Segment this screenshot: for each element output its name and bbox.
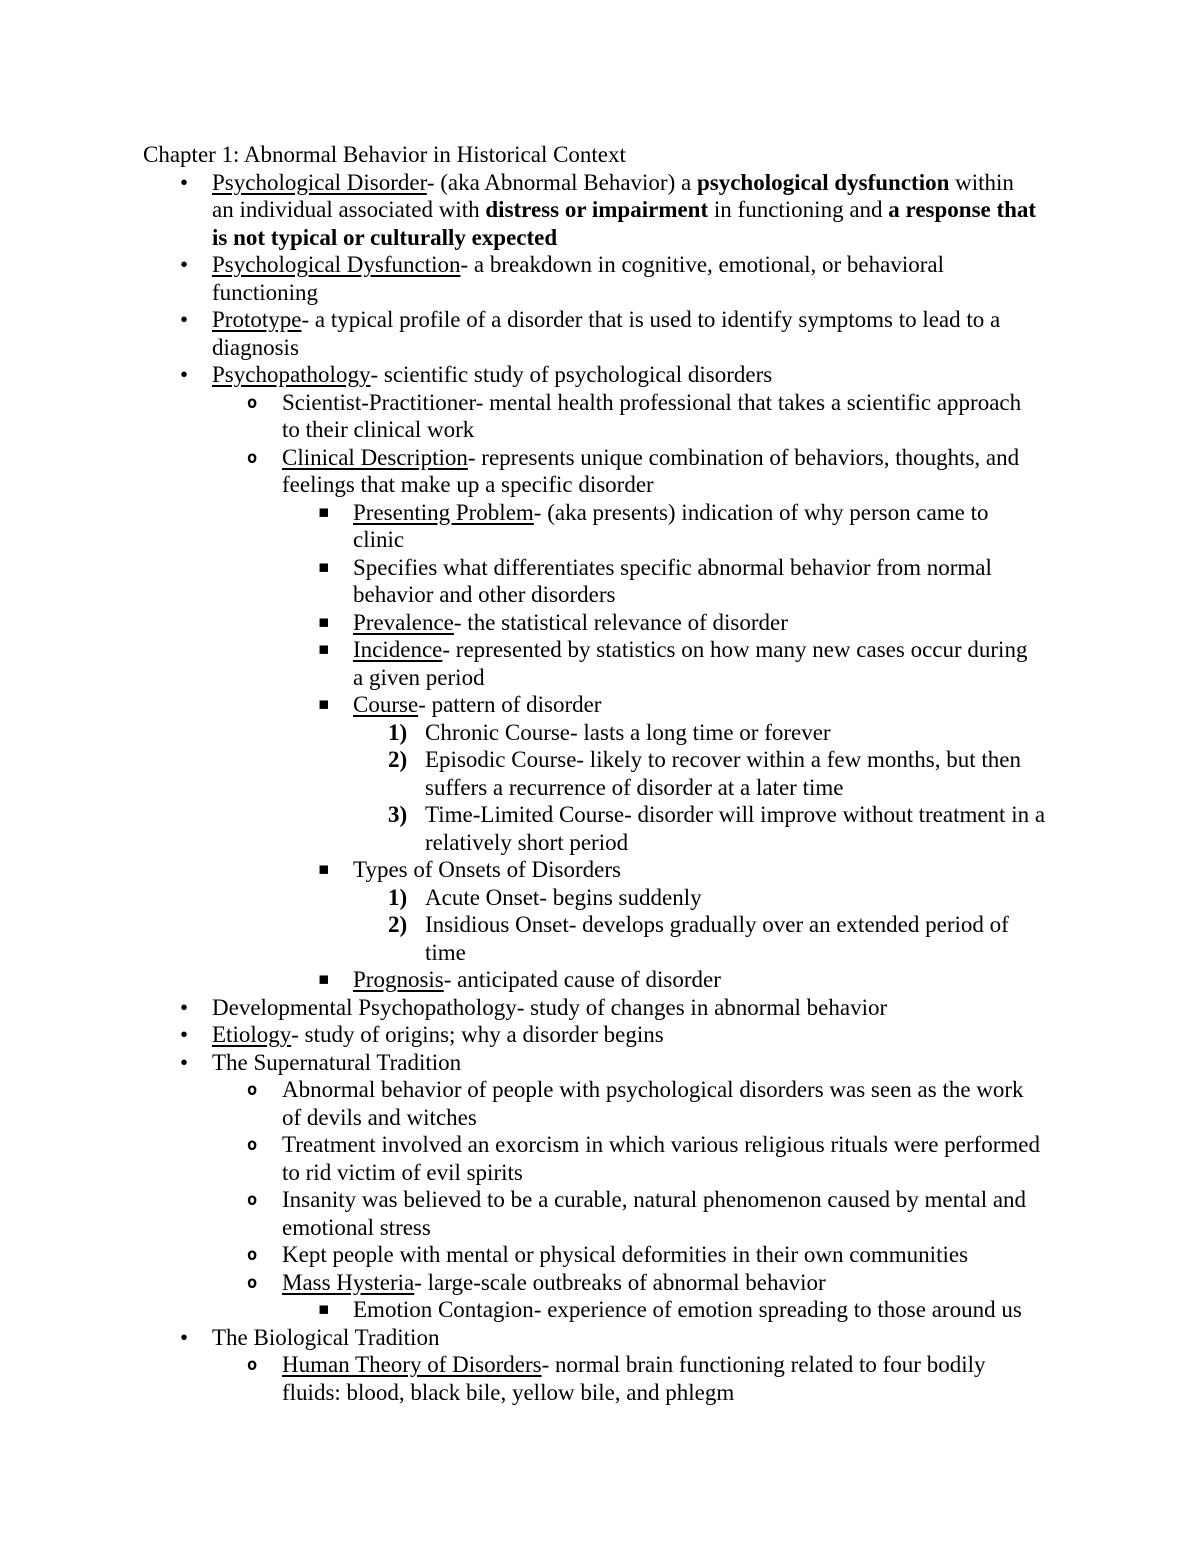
list-item <box>0 389 1200 444</box>
text-run: - (aka Abnormal Behavior) a <box>426 169 697 195</box>
number-label: 2) <box>388 747 408 772</box>
text-run: Treatment involved an exorcism in which various religious rituals were performed <box>282 1132 1040 1157</box>
text-line <box>212 251 1200 279</box>
list-item <box>0 1296 1200 1324</box>
list-item <box>0 169 1200 252</box>
text-run: time <box>425 939 466 965</box>
text-line <box>212 334 1200 362</box>
text-run: Psychological Disorder <box>212 169 427 195</box>
list-item <box>0 746 1200 801</box>
text-run: within <box>949 169 1014 195</box>
text-line <box>353 581 1200 609</box>
list-item <box>0 1021 1200 1049</box>
text-line <box>282 1186 1200 1214</box>
text-line <box>353 636 1200 664</box>
text-line <box>282 1351 1200 1379</box>
disc-bullet-icon: • <box>180 1049 189 1075</box>
circle-bullet-icon: o <box>247 392 258 413</box>
text-line <box>282 416 1200 444</box>
text-run: to their clinical work <box>282 417 475 442</box>
text-run: Human Theory of Disorders <box>282 1352 542 1377</box>
text-run: Incidence <box>353 637 443 662</box>
number-label: 1) <box>388 719 408 745</box>
circle-bullet-icon: o <box>247 1245 258 1265</box>
list-item <box>0 609 1200 637</box>
text-run: relatively short period <box>425 829 629 855</box>
text-line <box>353 856 1200 884</box>
text-run: Psychopathology <box>212 362 371 387</box>
text-line <box>282 1159 1200 1187</box>
text-run: - study of origins; why a disorder begins <box>291 1022 664 1047</box>
text-line <box>353 499 1200 527</box>
text-run: Presenting Problem <box>353 499 534 525</box>
text-line <box>425 719 1200 747</box>
text-run: Specifies what differentiates specific abnormal behavior from normal <box>353 554 992 580</box>
text-run: clinic <box>353 527 405 552</box>
disc-bullet-icon: • <box>180 252 189 277</box>
text-run: Time-Limited Course- disorder will improve without treatment in a <box>425 802 1046 827</box>
square-bullet-icon: ▪ <box>318 639 330 659</box>
document-body <box>0 141 1200 1406</box>
disc-bullet-icon: • <box>180 1022 189 1047</box>
text-run: fluids: blood, black bile, yellow bile, and phlegm <box>282 1379 735 1405</box>
list-item <box>0 361 1200 389</box>
text-run: Emotion Contagion- experience of emotion spreading to those around us <box>353 1297 1022 1322</box>
square-bullet-icon: ▪ <box>318 1299 330 1319</box>
text-line <box>282 1379 1200 1407</box>
text-line <box>353 526 1200 554</box>
list-item <box>0 251 1200 306</box>
text-run: suffers a recurrence of disorder at a later time <box>425 774 844 800</box>
text-run: emotional stress <box>282 1214 431 1240</box>
list-item <box>0 856 1200 884</box>
list-item <box>0 994 1200 1022</box>
circle-bullet-icon: o <box>247 1190 258 1210</box>
text-line <box>425 884 1200 912</box>
list-item <box>0 1186 1200 1241</box>
text-line <box>353 966 1200 994</box>
text-run: Insidious Onset- develops gradually over an extended period of <box>425 912 1009 937</box>
text-run: Abnormal behavior of people with psychological disorders was seen as the work <box>282 1077 1024 1102</box>
list-item <box>0 884 1200 912</box>
text-line <box>212 1049 1200 1077</box>
text-run: - pattern of disorder <box>418 692 602 717</box>
text-run: - scientific study of psychological disorders <box>370 362 773 387</box>
text-run: Course <box>353 692 419 717</box>
text-line <box>282 1076 1200 1104</box>
list-item <box>0 1269 1200 1297</box>
text-run: The Supernatural Tradition <box>212 1049 462 1075</box>
list-item <box>0 444 1200 499</box>
text-run: Insanity was believed to be a curable, natural phenomenon caused by mental and <box>282 1187 1027 1212</box>
square-bullet-icon: ▪ <box>318 556 330 577</box>
text-line <box>212 994 1200 1022</box>
text-run: Prognosis <box>353 967 444 992</box>
text-run: Chronic Course- lasts a long time or forever <box>425 719 831 745</box>
number-label: 1) <box>388 884 408 910</box>
text-run: distress or impairment <box>485 197 709 222</box>
text-run: - anticipated cause of disorder <box>443 967 721 992</box>
list-item <box>0 691 1200 719</box>
text-run: - represented by statistics on how many new cases occur during <box>442 637 1028 662</box>
list-item <box>0 801 1200 856</box>
list-item <box>0 306 1200 361</box>
list-item <box>0 719 1200 747</box>
text-run: - normal brain functioning related to four bodily <box>541 1352 986 1377</box>
text-line <box>353 691 1200 719</box>
text-line <box>353 1296 1200 1324</box>
text-line <box>282 389 1200 417</box>
text-line <box>425 774 1200 802</box>
text-line <box>212 196 1200 224</box>
text-run: Prevalence <box>353 609 454 635</box>
text-run: a given period <box>353 664 485 690</box>
square-bullet-icon: ▪ <box>318 969 330 989</box>
text-line <box>425 801 1200 829</box>
disc-bullet-icon: • <box>180 169 189 195</box>
list-item <box>0 1324 1200 1352</box>
text-run: - a breakdown in cognitive, emotional, or behavioral <box>460 252 944 277</box>
text-line <box>282 1131 1200 1159</box>
list-item <box>0 911 1200 966</box>
list-item <box>0 1049 1200 1077</box>
text-run: in functioning and <box>708 197 889 222</box>
list-item <box>0 554 1200 609</box>
circle-bullet-icon: o <box>247 1135 258 1155</box>
square-bullet-icon: ▪ <box>318 859 330 879</box>
circle-bullet-icon: o <box>247 1355 258 1375</box>
text-run: Clinical Description <box>282 444 468 470</box>
text-line <box>282 444 1200 472</box>
text-run: an individual associated with <box>212 197 486 222</box>
text-run: psychological dysfunction <box>696 169 950 195</box>
circle-bullet-icon: o <box>247 447 258 468</box>
text-line <box>425 939 1200 967</box>
text-run: Etiology <box>212 1022 292 1047</box>
text-run: Acute Onset- begins suddenly <box>425 884 702 910</box>
text-run: Kept people with mental or physical deformities in their own communities <box>282 1242 969 1267</box>
text-run: - the statistical relevance of disorder <box>453 609 788 635</box>
text-line <box>282 1269 1200 1297</box>
text-line <box>353 554 1200 582</box>
text-line <box>353 609 1200 637</box>
text-line <box>212 361 1200 389</box>
outline-list <box>0 169 1200 1407</box>
text-run: is not typical or culturally expected <box>212 224 558 250</box>
text-run: - a typical profile of a disorder that is used to identify symptoms to lead to a <box>301 307 1001 332</box>
disc-bullet-icon: • <box>180 362 189 387</box>
circle-bullet-icon: o <box>247 1080 258 1100</box>
text-run: behavior and other disorders <box>353 582 616 607</box>
text-run: diagnosis <box>212 334 299 360</box>
text-run: of devils and witches <box>282 1104 477 1130</box>
text-line <box>212 224 1200 252</box>
text-line <box>282 1104 1200 1132</box>
square-bullet-icon: ▪ <box>318 611 330 632</box>
text-line <box>282 1214 1200 1242</box>
text-line <box>212 1324 1200 1352</box>
circle-bullet-icon: o <box>247 1272 258 1293</box>
square-bullet-icon: ▪ <box>318 501 330 522</box>
text-run: Types of Onsets of Disorders <box>353 857 621 882</box>
text-line <box>212 1021 1200 1049</box>
text-line <box>212 306 1200 334</box>
list-item <box>0 636 1200 691</box>
disc-bullet-icon: • <box>180 994 189 1020</box>
page-title: Chapter 1: Abnormal Behavior in Historical Context <box>143 142 626 167</box>
text-line <box>212 279 1200 307</box>
list-item <box>0 1131 1200 1186</box>
text-run: Psychological Dysfunction <box>212 252 461 277</box>
text-run: - (aka presents) indication of why person came to <box>533 499 989 525</box>
text-run: - large-scale outbreaks of abnormal behavior <box>414 1269 826 1295</box>
list-item <box>0 1241 1200 1269</box>
text-run: a response that <box>888 197 1037 222</box>
disc-bullet-icon: • <box>180 307 189 332</box>
text-run: The Biological Tradition <box>212 1324 440 1350</box>
text-run: Scientist-Practitioner- mental health professional that takes a scientific approach <box>282 389 1022 415</box>
text-run: - represents unique combination of behaviors, thoughts, and <box>467 444 1020 470</box>
list-item <box>0 1076 1200 1131</box>
number-label: 3) <box>388 802 408 827</box>
text-run: Mass Hysteria <box>282 1269 415 1295</box>
text-line <box>212 169 1200 197</box>
text-line <box>282 471 1200 499</box>
text-run: Prototype <box>212 307 302 332</box>
list-item <box>0 1351 1200 1406</box>
text-run: Developmental Psychopathology- study of changes in abnormal behavior <box>212 994 888 1020</box>
square-bullet-icon: ▪ <box>318 694 330 714</box>
list-item <box>0 966 1200 994</box>
text-line <box>425 911 1200 939</box>
text-line <box>353 664 1200 692</box>
text-line <box>425 746 1200 774</box>
text-run: feelings that make up a specific disorder <box>282 472 654 497</box>
number-label: 2) <box>388 912 408 937</box>
text-run: functioning <box>212 279 319 305</box>
text-run: to rid victim of evil spirits <box>282 1159 523 1185</box>
list-item <box>0 499 1200 554</box>
disc-bullet-icon: • <box>180 1324 189 1350</box>
text-line <box>282 1241 1200 1269</box>
text-line <box>425 829 1200 857</box>
text-run: Episodic Course- likely to recover within a few months, but then <box>425 747 1021 772</box>
